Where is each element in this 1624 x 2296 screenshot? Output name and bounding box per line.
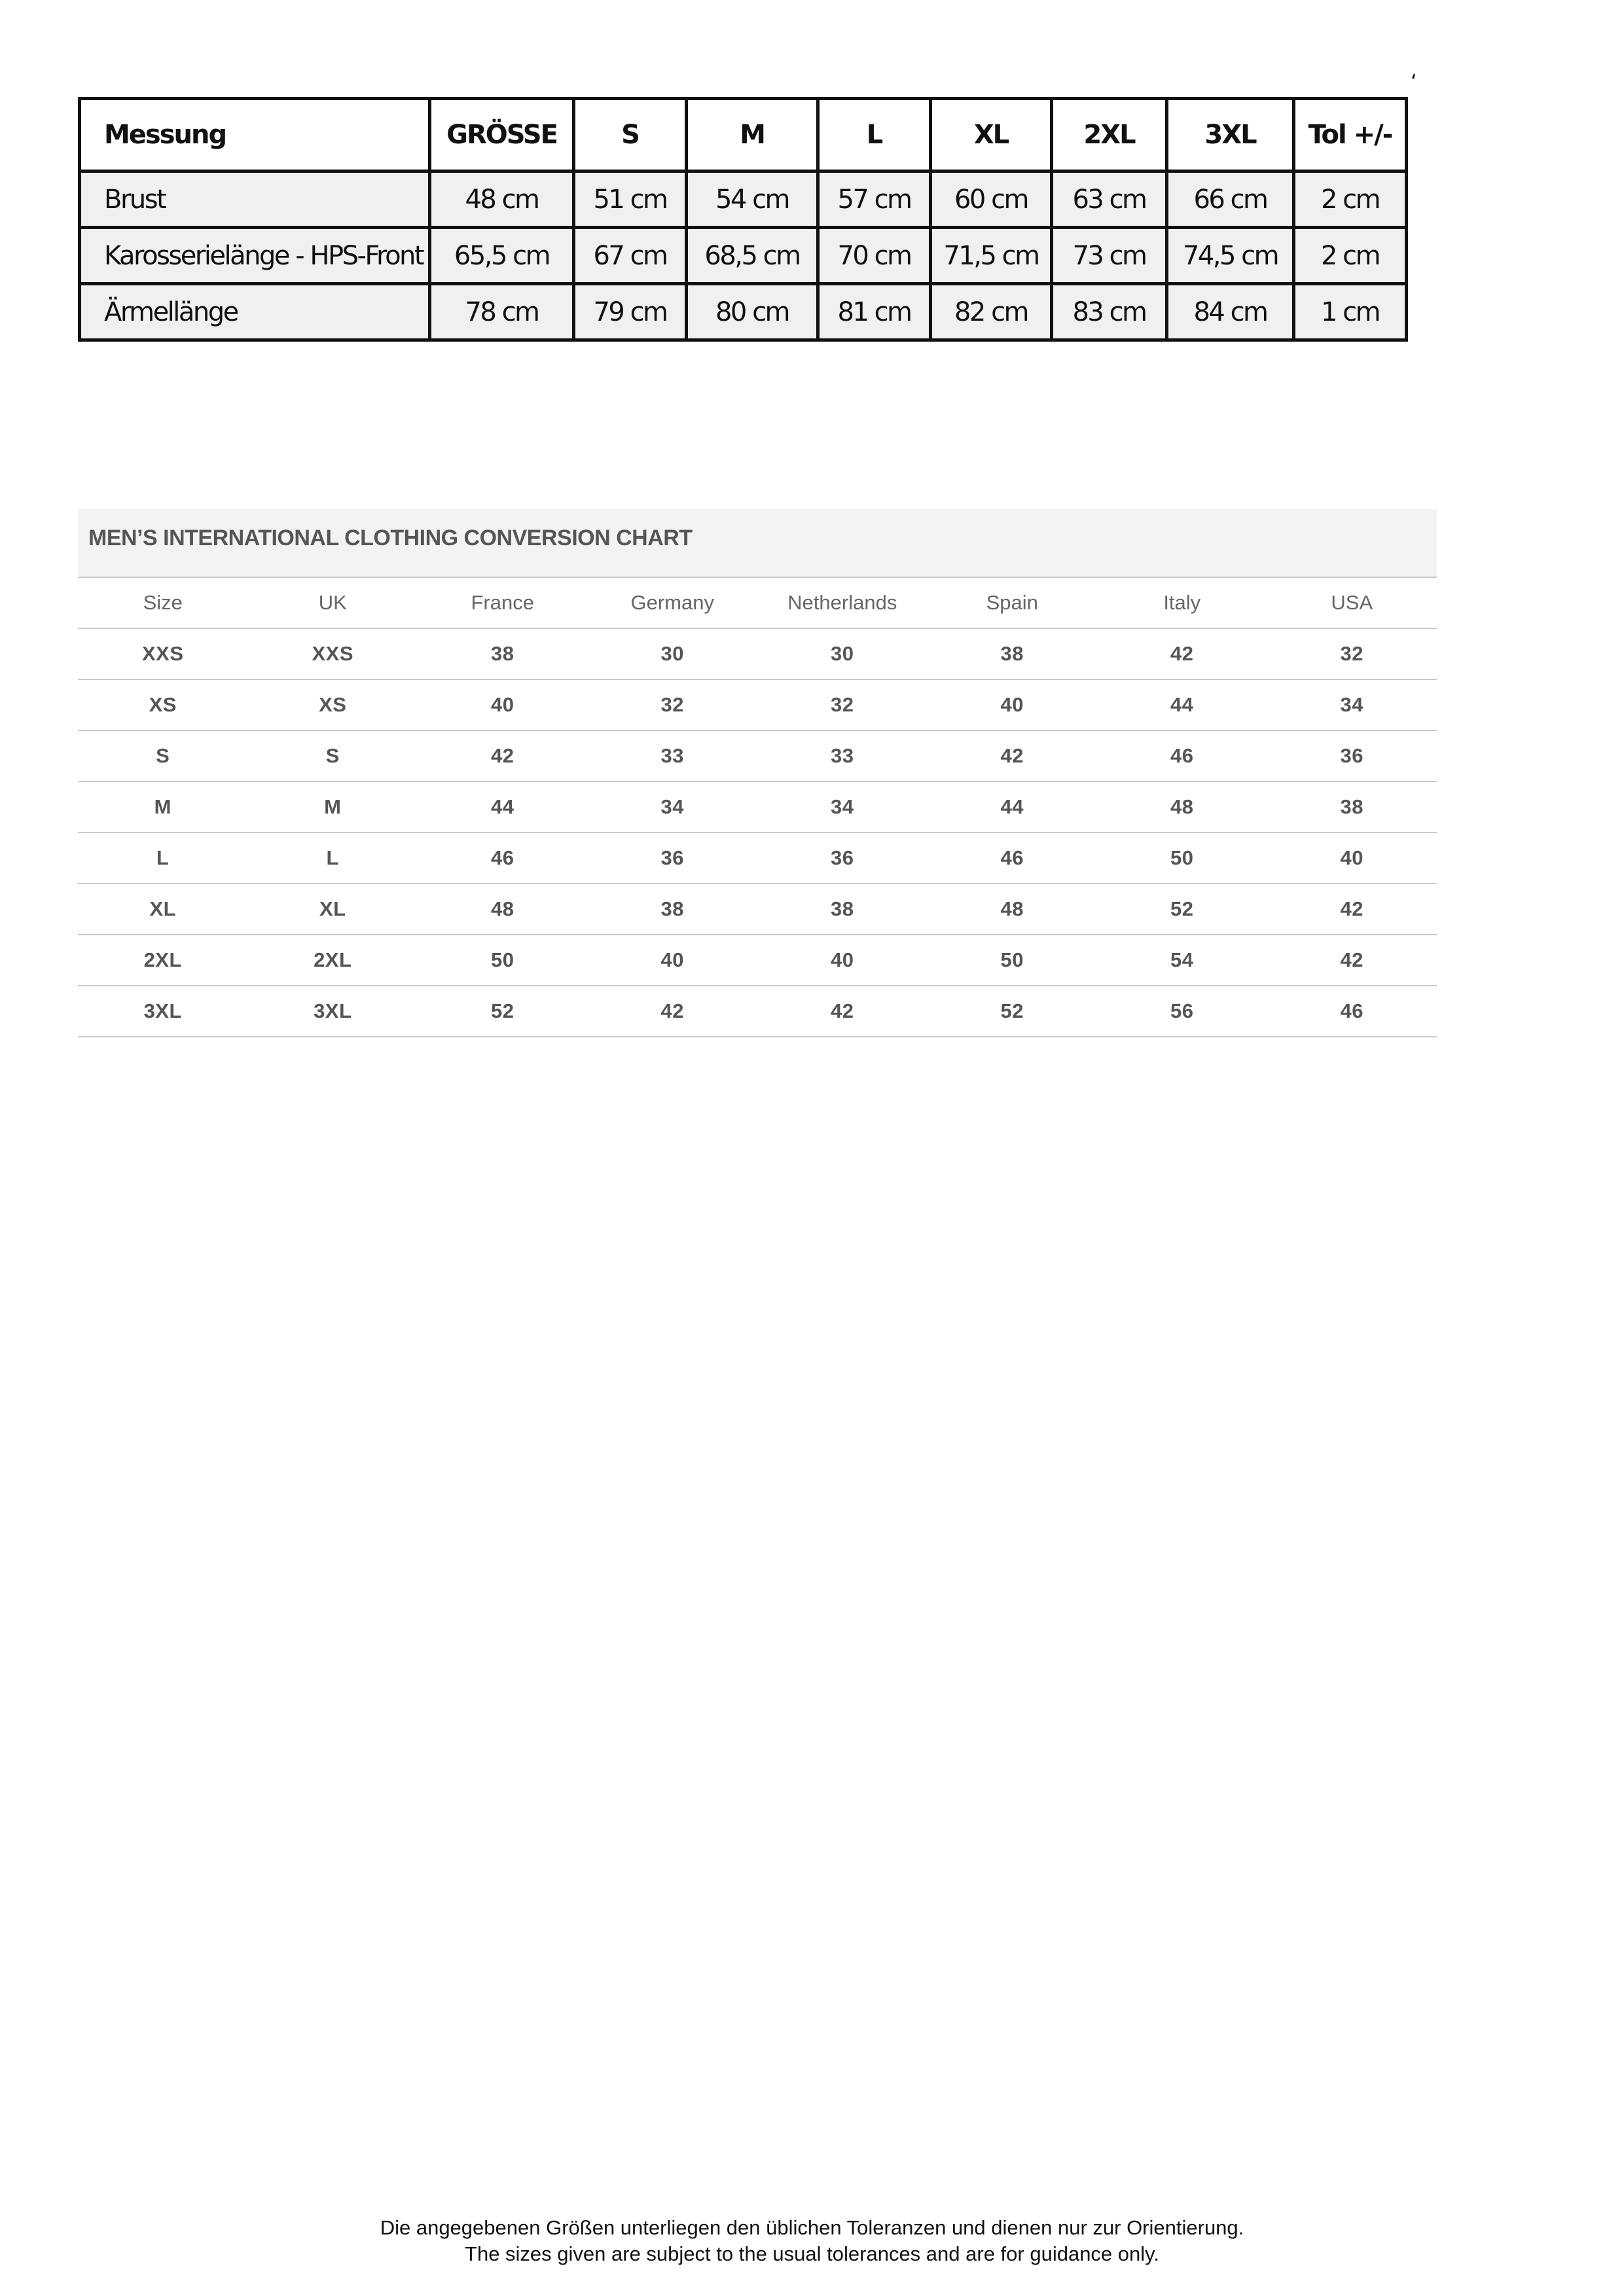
table-cell: 48	[1170, 795, 1194, 818]
table-cell: 30	[831, 642, 854, 665]
table-cell: 1 cm	[1294, 284, 1407, 340]
table-cell: 79 cm	[574, 284, 687, 340]
table-cell: 2XL	[314, 948, 352, 971]
table-cell: 65,5 cm	[430, 228, 574, 284]
table-cell: 40	[1340, 846, 1363, 869]
header-cell: 3XL	[1167, 99, 1294, 171]
table-cell: 38	[660, 897, 684, 920]
header-cell: Messung	[80, 99, 430, 171]
table-cell: 68,5 cm	[687, 228, 818, 284]
table-cell: 36	[1340, 744, 1363, 767]
header-cell: USA	[1331, 591, 1373, 614]
table-cell: 46	[1340, 999, 1363, 1022]
table-cell: 40	[491, 693, 514, 716]
stray-mark: ‘	[1411, 71, 1417, 94]
header-cell: Netherlands	[787, 591, 897, 614]
table-cell: 38	[1000, 642, 1024, 665]
table-cell: 33	[660, 744, 684, 767]
header-cell: 2XL	[1052, 99, 1167, 171]
header-cell: UK	[318, 591, 347, 614]
header-cell: M	[687, 99, 818, 171]
table-cell: M	[154, 795, 171, 818]
table-cell: 56	[1170, 999, 1194, 1022]
table-cell: 50	[491, 948, 514, 971]
table-row	[78, 731, 1437, 782]
table-cell: 38	[491, 642, 514, 665]
table-row	[78, 935, 1437, 986]
table-cell: 3XL	[143, 999, 182, 1022]
table-row	[78, 680, 1437, 731]
table-cell: 32	[1340, 642, 1363, 665]
table-cell: 46	[1170, 744, 1194, 767]
table-cell: 3XL	[314, 999, 352, 1022]
table-cell: 42	[491, 744, 514, 767]
table-cell: 57 cm	[818, 171, 931, 228]
table-cell: 42	[660, 999, 684, 1022]
table-cell: XL	[149, 897, 177, 920]
footer-line-de: Die angegebenen Größen unterliegen den üblichen Toleranzen und dienen nur zur Orientierung.	[380, 2216, 1244, 2239]
table-cell: 32	[831, 693, 854, 716]
table-cell: 30	[660, 642, 684, 665]
table-cell: 2 cm	[1294, 228, 1407, 284]
table-cell: 36	[831, 846, 854, 869]
table-cell: 60 cm	[931, 171, 1052, 228]
table-cell: 48	[491, 897, 514, 920]
row-label: Karosserielänge - HPS-Front	[80, 228, 430, 284]
table-cell: 67 cm	[574, 228, 687, 284]
table-cell: L	[156, 846, 170, 869]
conversion-header-row	[78, 578, 1437, 629]
table-cell: 48 cm	[430, 171, 574, 228]
table-cell: 50	[1000, 948, 1024, 971]
table-cell: 52	[1000, 999, 1024, 1022]
footer-note	[0, 2215, 1624, 2267]
table-cell: 52	[491, 999, 514, 1022]
table-cell: 54 cm	[687, 171, 818, 228]
header-cell: S	[574, 99, 687, 171]
table-cell: 71,5 cm	[931, 228, 1052, 284]
table-cell: 40	[831, 948, 854, 971]
table-cell: 52	[1170, 897, 1194, 920]
conversion-chart	[78, 509, 1437, 1037]
footer-line-en: The sizes given are subject to the usual tolerances and are for guidance only.	[465, 2242, 1159, 2265]
table-cell: 42	[831, 999, 854, 1022]
table-cell: XL	[319, 897, 346, 920]
table-cell: 46	[1000, 846, 1024, 869]
table-cell: 63 cm	[1052, 171, 1167, 228]
header-cell: France	[471, 591, 534, 614]
table-cell: 84 cm	[1167, 284, 1294, 340]
table-cell: XS	[149, 693, 177, 716]
table-row	[78, 986, 1437, 1037]
table-cell: 34	[1340, 693, 1363, 716]
table-cell: 42	[1340, 897, 1363, 920]
table-cell: 74,5 cm	[1167, 228, 1294, 284]
table-cell: 44	[1170, 693, 1194, 716]
table-cell: 48	[1000, 897, 1024, 920]
table-cell: 2XL	[143, 948, 182, 971]
table-cell: 54	[1170, 948, 1194, 971]
table-cell: 42	[1170, 642, 1194, 665]
header-cell: Size	[143, 591, 183, 614]
table-row	[78, 629, 1437, 680]
table-cell: 78 cm	[430, 284, 574, 340]
header-cell: Spain	[986, 591, 1038, 614]
table-cell: 36	[660, 846, 684, 869]
table-cell: 82 cm	[931, 284, 1052, 340]
table-cell: 44	[1000, 795, 1024, 818]
row-label: Ärmellänge	[80, 284, 430, 340]
conversion-chart-title: MEN’S INTERNATIONAL CLOTHING CONVERSION CHART	[78, 509, 1437, 578]
table-cell: 73 cm	[1052, 228, 1167, 284]
table-cell: 34	[831, 795, 854, 818]
table-cell: 40	[660, 948, 684, 971]
table-cell: 44	[491, 795, 514, 818]
table-cell: 70 cm	[818, 228, 931, 284]
header-cell: GRÖSSE	[430, 99, 574, 171]
table-cell: 50	[1170, 846, 1194, 869]
table-cell: M	[324, 795, 342, 818]
table-cell: 42	[1340, 948, 1363, 971]
table-cell: 66 cm	[1167, 171, 1294, 228]
table-cell: 33	[831, 744, 854, 767]
table-cell: 34	[660, 795, 684, 818]
table-cell: 2 cm	[1294, 171, 1407, 228]
table-cell: 51 cm	[574, 171, 687, 228]
measurement-header-row	[80, 99, 1407, 171]
conversion-body	[78, 629, 1437, 1037]
measurement-table	[78, 97, 1408, 342]
table-row	[80, 284, 1407, 340]
table-row	[78, 833, 1437, 884]
table-cell: 81 cm	[818, 284, 931, 340]
table-cell: L	[326, 846, 339, 869]
table-cell: S	[156, 744, 170, 767]
table-row	[78, 884, 1437, 935]
table-cell: 38	[1340, 795, 1363, 818]
table-row	[80, 171, 1407, 228]
table-cell: XS	[319, 693, 347, 716]
table-cell: 42	[1000, 744, 1024, 767]
header-cell: Italy	[1163, 591, 1201, 614]
row-label: Brust	[80, 171, 430, 228]
table-cell: 38	[831, 897, 854, 920]
table-row	[80, 228, 1407, 284]
table-cell: S	[325, 744, 340, 767]
table-row	[78, 782, 1437, 833]
header-cell: XL	[931, 99, 1052, 171]
header-cell: L	[818, 99, 931, 171]
table-cell: 46	[491, 846, 514, 869]
table-cell: 80 cm	[687, 284, 818, 340]
header-cell: Tol +/-	[1294, 99, 1407, 171]
table-cell: 40	[1000, 693, 1024, 716]
header-cell: Germany	[630, 591, 714, 614]
table-cell: XXS	[312, 642, 354, 665]
table-cell: 32	[660, 693, 684, 716]
table-cell: 83 cm	[1052, 284, 1167, 340]
table-cell: XXS	[141, 642, 184, 665]
